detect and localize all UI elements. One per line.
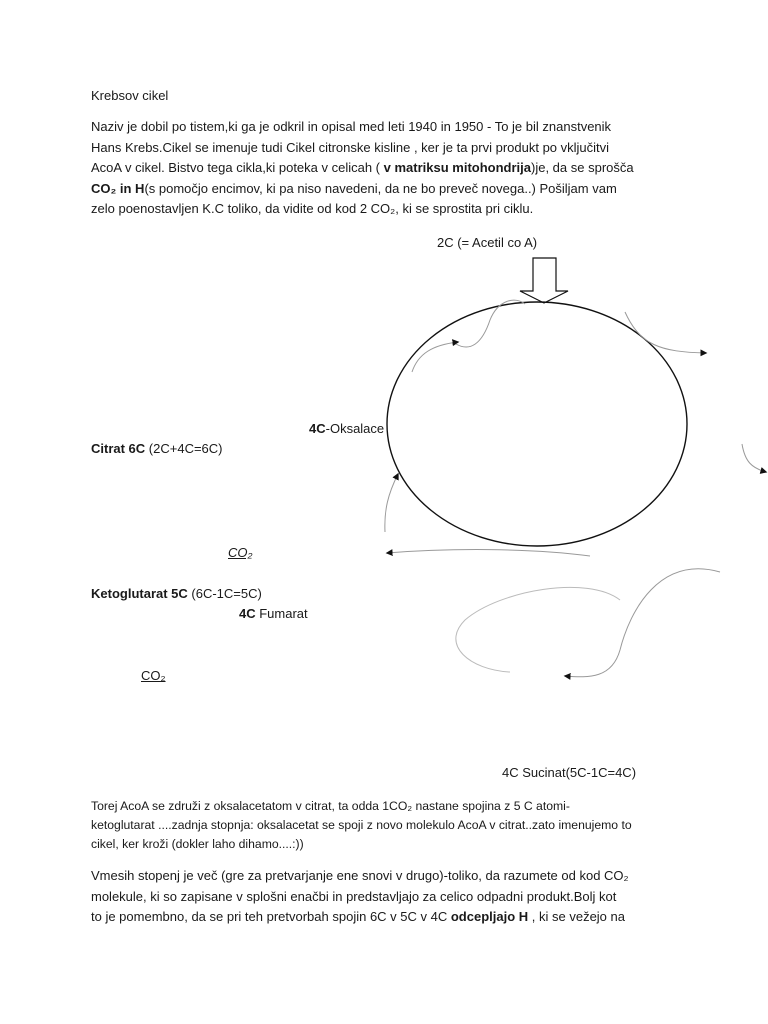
arrow-bottom-curve bbox=[456, 587, 620, 672]
cycle-ellipse bbox=[387, 302, 687, 546]
intro-line-4-bold: CO₂ in H bbox=[91, 180, 145, 196]
steps-line-1: Vmesih stopenj je več (gre za pretvarjanje ene snovi v drugo)-toliko, da razumete od kod CO₂ bbox=[91, 868, 629, 883]
intro-line-1: Naziv je dobil po tistem,ki ga je odkril in opisal med leti 1940 in 1950 - To je bil znanstvenik bbox=[91, 119, 612, 134]
summary-line-2: ketoglutarat ....zadnja stopnja: oksalacetat se spoji z novo molekulo AcoA v citrat..zato imenujemo to bbox=[91, 818, 632, 832]
ketoglutarat-label bbox=[91, 584, 262, 605]
summary-line-1: Torej AcoA se združi z oksalacetatom v citrat, ta odda 1CO₂ nastane spojina z 5 C atomi- bbox=[91, 799, 570, 813]
fumarat-label bbox=[239, 604, 308, 625]
steps-line-2: molekule, ki so zapisane v splošni enačbi in predstavljajo za celico odpadni produkt.Bolj kot bbox=[91, 888, 617, 904]
steps-line-3-bold: odcepljajo H bbox=[450, 909, 529, 924]
steps-line-3 bbox=[91, 907, 691, 928]
arrow-upper-mid bbox=[456, 300, 525, 347]
citrat-label bbox=[91, 439, 223, 460]
steps-line-3-a: to je pomembno, da se pri teh pretvorbah spojin 6C v 5C v 4C bbox=[91, 909, 451, 924]
intro-line-4-b: (s pomočjo encimov, ki pa niso navedeni, da ne bo preveč novega..) Pošiljam vam bbox=[144, 180, 617, 196]
citrat-label-bold: Citrat 6C bbox=[91, 441, 146, 456]
arrow-bottom-left bbox=[387, 550, 590, 556]
arrow-upper-left bbox=[412, 342, 458, 372]
oksalacetat-label bbox=[309, 419, 384, 440]
co2-label-1: CO₂ bbox=[228, 545, 253, 560]
summary-paragraph bbox=[91, 797, 701, 854]
arrow-bottom-loop bbox=[565, 569, 720, 677]
fumarat-label-bold: 4C bbox=[239, 606, 256, 621]
steps-line-3-c: , ki se vežejo na bbox=[528, 909, 625, 924]
citrat-label-rest: (2C+4C=6C) bbox=[145, 441, 223, 456]
intro-line-5: zelo poenostavljen K.C toliko, da vidite od kod 2 CO₂, ki se sprostita pri ciklu. bbox=[91, 201, 534, 216]
ketoglutarat-label-bold: Ketoglutarat 5C bbox=[91, 586, 188, 601]
oksalacetat-label-rest: -Oksalace bbox=[325, 421, 385, 436]
ketoglutarat-label-rest: (6C-1C=5C) bbox=[187, 586, 262, 601]
intro-line-3-c: )je, da se sprošča bbox=[531, 160, 634, 175]
arrow-far-right bbox=[742, 444, 766, 472]
acetyl-label: 2C (= Acetil co A) bbox=[437, 235, 538, 250]
co2-label-2: CO₂ bbox=[141, 668, 166, 683]
acetyl-input-arrow bbox=[520, 258, 568, 303]
intro-line-3-bold: v matriksu mitohondrija bbox=[383, 160, 532, 175]
arrow-left-entry bbox=[385, 474, 398, 532]
steps-paragraph bbox=[91, 866, 691, 928]
fumarat-label-rest: Fumarat bbox=[255, 606, 308, 621]
intro-line-2: Hans Krebs.Cikel se imenuje tudi Cikel citronske kisline , ker je ta prvi produkt po vključitvi bbox=[91, 139, 610, 155]
oksalacetat-label-bold: 4C bbox=[309, 421, 326, 436]
sucinat-label: 4C Sucinat(5C-1C=4C) bbox=[502, 765, 637, 780]
intro-line-3-a: AcoA v cikel. Bistvo tega cikla,ki poteka v celicah ( bbox=[91, 160, 384, 175]
page-title: Krebsov cikel bbox=[91, 88, 169, 103]
summary-line-3: cikel, ker kroži (dokler laho dihamo....:)) bbox=[91, 837, 304, 851]
